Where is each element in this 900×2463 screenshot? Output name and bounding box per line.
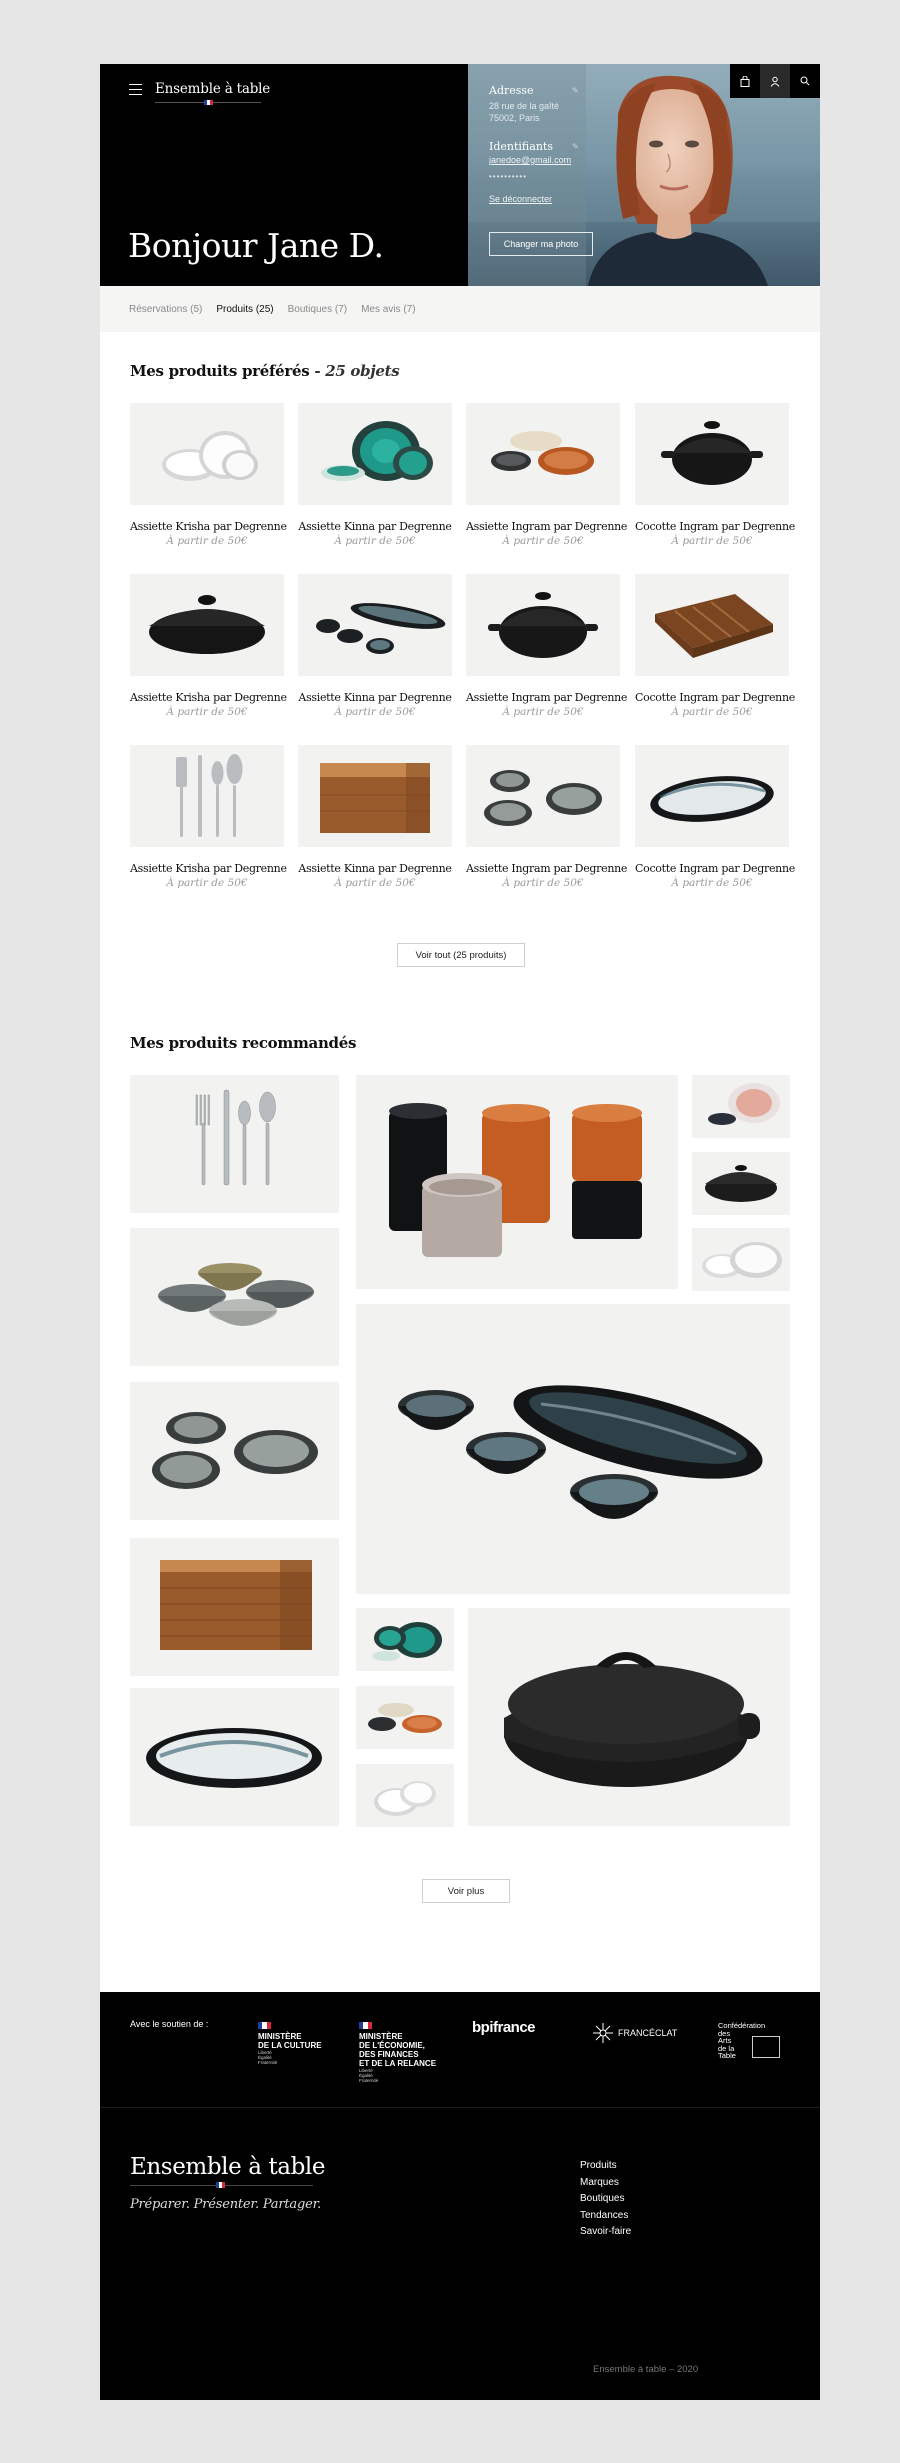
product-card[interactable] xyxy=(130,745,287,889)
header-left xyxy=(100,64,468,286)
marianne-flag-icon xyxy=(359,2022,372,2029)
product-name[interactable]: Assiette Krisha par Degrenne xyxy=(130,862,287,875)
product-price: À partir de 50€ xyxy=(671,877,753,889)
product-name[interactable]: Cocotte Ingram par Degrenne xyxy=(635,520,795,533)
product-name[interactable]: Assiette Kinna par Degrenne xyxy=(298,691,452,704)
rec-mixed-bowls[interactable] xyxy=(356,1686,454,1749)
tab-reservations[interactable]: Réservations (5) xyxy=(129,303,203,315)
product-card[interactable] xyxy=(635,403,795,547)
footer-copyright: Ensemble à table – 2020 xyxy=(593,2364,699,2375)
tab-shops[interactable]: Boutiques (7) xyxy=(287,303,348,315)
culture-sub-2: Égalité xyxy=(258,2055,272,2060)
profile-tabs xyxy=(100,286,820,332)
product-image[interactable] xyxy=(466,403,620,505)
confederation-emblem xyxy=(752,2036,780,2058)
economy-ministry-logo[interactable] xyxy=(359,2022,436,2083)
economie-sub-2: Égalité xyxy=(359,2073,373,2078)
tab-reviews[interactable]: Mes avis (7) xyxy=(361,303,416,315)
product-name[interactable]: Assiette Ingram par Degrenne xyxy=(466,862,628,875)
product-name[interactable]: Assiette Krisha par Degrenne xyxy=(130,520,287,533)
culture-line-2: DE LA CULTURE xyxy=(258,2041,322,2050)
rec-teal-plates[interactable] xyxy=(356,1608,454,1671)
conf-line-3: Arts xyxy=(718,2036,732,2045)
economie-line-3: DES FINANCES xyxy=(359,2050,419,2059)
rec-cutlery[interactable] xyxy=(130,1075,339,1213)
favorites-title xyxy=(130,362,399,380)
product-name[interactable]: Assiette Kinna par Degrenne xyxy=(298,862,452,875)
product-price: À partir de 50€ xyxy=(502,535,584,547)
product-card[interactable] xyxy=(635,574,795,718)
product-image[interactable] xyxy=(466,745,620,847)
see-more-button[interactable]: Voir plus xyxy=(422,1879,510,1903)
product-image[interactable] xyxy=(466,574,620,676)
bag-icon[interactable] xyxy=(730,64,760,98)
product-name[interactable]: Assiette Krisha par Degrenne xyxy=(130,691,287,704)
favorites-count: - 25 objets xyxy=(314,362,400,380)
product-card[interactable] xyxy=(298,745,452,889)
rec-white-plates-2[interactable] xyxy=(356,1764,454,1827)
economie-line-4: ET DE LA RELANCE xyxy=(359,2059,437,2068)
product-image[interactable] xyxy=(635,574,789,676)
product-image[interactable] xyxy=(130,745,284,847)
user-icon[interactable] xyxy=(760,64,790,98)
product-card[interactable] xyxy=(130,403,287,547)
product-price: À partir de 50€ xyxy=(334,535,416,547)
rec-bowls[interactable] xyxy=(130,1228,339,1366)
product-card[interactable] xyxy=(298,574,452,718)
top-toolbar xyxy=(730,64,820,98)
footer-link-products[interactable]: Produits xyxy=(580,2160,617,2171)
address-line-1: 28 rue de la gaîté xyxy=(489,101,560,111)
product-price: À partir de 50€ xyxy=(671,706,753,718)
product-image[interactable] xyxy=(298,574,452,676)
rec-dark-bowls[interactable] xyxy=(356,1304,790,1594)
franceclat-logo[interactable] xyxy=(592,2022,677,2044)
french-flag-icon xyxy=(204,100,213,105)
rec-grey-plates[interactable] xyxy=(130,1382,339,1520)
rec-big-cocotte[interactable] xyxy=(468,1608,790,1826)
rec-pink-plates[interactable] xyxy=(692,1075,790,1138)
product-price: À partir de 50€ xyxy=(502,877,584,889)
economie-line-2: DE L'ÉCONOMIE, xyxy=(359,2041,425,2050)
culture-line-1: MINISTÈRE xyxy=(258,2032,302,2041)
sponsors-label: Avec le soutien de : xyxy=(130,2019,209,2029)
product-image[interactable] xyxy=(635,745,789,847)
profile-header xyxy=(100,64,820,286)
password-mask: •••••••••• xyxy=(489,172,528,181)
french-flag-icon xyxy=(216,2182,225,2188)
logout-link[interactable]: Se déconnecter xyxy=(489,194,553,204)
sponsors-band xyxy=(100,1992,820,2107)
profile-photo-area xyxy=(468,64,820,286)
favorites-title-text: Mes produits préférés xyxy=(130,362,310,380)
address-line-2: 75002, Paris xyxy=(489,113,540,123)
rec-white-plates[interactable] xyxy=(692,1228,790,1291)
confederation-logo[interactable] xyxy=(718,2022,765,2060)
rec-canisters[interactable] xyxy=(356,1075,678,1289)
email-value[interactable]: janedoe@gmail.com xyxy=(489,155,572,165)
recommended-title: Mes produits recommandés xyxy=(130,1034,357,1052)
franceclat-star-icon xyxy=(592,2022,614,2044)
rec-wood-box[interactable] xyxy=(130,1538,339,1676)
rec-small-cocotte[interactable] xyxy=(692,1152,790,1215)
footer-link-shops[interactable]: Boutiques xyxy=(580,2193,625,2204)
product-name[interactable]: Cocotte Ingram par Degrenne xyxy=(635,862,795,875)
economie-sub-3: Fraternité xyxy=(359,2078,379,2083)
economie-sub-1: Liberté xyxy=(359,2068,373,2073)
conf-line-2: des xyxy=(718,2028,731,2038)
search-icon[interactable] xyxy=(790,64,820,98)
product-card[interactable] xyxy=(466,745,628,889)
product-image[interactable] xyxy=(298,745,452,847)
product-name[interactable]: Assiette Ingram par Degrenne xyxy=(466,691,628,704)
culture-sub-3: Fraternité xyxy=(258,2060,278,2065)
marianne-flag-icon xyxy=(258,2022,271,2029)
product-image[interactable] xyxy=(130,574,284,676)
footer-tagline: Préparer. Présenter. Partager. xyxy=(130,2197,322,2212)
footer-brand[interactable]: Ensemble à table xyxy=(130,2154,326,2180)
product-price: À partir de 50€ xyxy=(671,535,753,547)
greeting-title: Bonjour Jane D. xyxy=(128,226,384,265)
menu-icon[interactable] xyxy=(129,84,142,96)
rec-oval-dish[interactable] xyxy=(130,1688,339,1826)
brand-logo[interactable]: Ensemble à table xyxy=(155,81,271,97)
change-photo-button[interactable]: Changer ma photo xyxy=(489,232,593,256)
culture-ministry-logo[interactable] xyxy=(258,2022,322,2065)
footer-nav xyxy=(580,2158,631,2241)
footer-link-brands[interactable]: Marques xyxy=(580,2176,619,2188)
product-price: À partir de 50€ xyxy=(166,877,248,889)
product-card[interactable] xyxy=(298,403,452,547)
product-card[interactable] xyxy=(466,403,628,547)
address-label: Adresse xyxy=(489,84,534,97)
culture-sub-1: Liberté xyxy=(258,2050,272,2055)
product-price: À partir de 50€ xyxy=(166,535,248,547)
edit-address-icon[interactable]: ✎ xyxy=(572,86,579,95)
product-name[interactable]: Assiette Kinna par Degrenne xyxy=(298,520,452,533)
product-image[interactable] xyxy=(298,403,452,505)
product-card[interactable] xyxy=(635,745,795,889)
footer-link-savoir-faire[interactable]: Savoir-faire xyxy=(580,2226,632,2237)
product-card[interactable] xyxy=(466,574,628,718)
conf-line-4: de la xyxy=(718,2043,735,2053)
page xyxy=(100,64,820,2400)
conf-line-1: Confédération xyxy=(718,2021,766,2030)
product-card[interactable] xyxy=(130,574,287,718)
edit-ids-icon[interactable]: ✎ xyxy=(572,142,579,151)
product-price: À partir de 50€ xyxy=(334,877,416,889)
product-price: À partir de 50€ xyxy=(166,706,248,718)
see-all-products-button[interactable]: Voir tout (25 produits) xyxy=(397,943,525,967)
product-name[interactable]: Assiette Ingram par Degrenne xyxy=(466,520,628,533)
economie-line-1: MINISTÈRE xyxy=(359,2032,403,2041)
product-image[interactable] xyxy=(130,403,284,505)
footer-link-trends[interactable]: Tendances xyxy=(580,2209,629,2221)
product-name[interactable]: Cocotte Ingram par Degrenne xyxy=(635,691,795,704)
bpifrance-logo[interactable]: bpifrance xyxy=(472,2019,536,2036)
franceclat-text: FRANCÉCLAT xyxy=(618,2027,678,2038)
conf-line-5: Table xyxy=(718,2051,736,2060)
site-footer xyxy=(100,2107,820,2400)
product-price: À partir de 50€ xyxy=(334,706,416,718)
product-price: À partir de 50€ xyxy=(502,706,584,718)
product-image[interactable] xyxy=(635,403,789,505)
tab-products[interactable]: Produits (25) xyxy=(216,303,274,315)
ids-label: Identifiants xyxy=(489,140,553,153)
